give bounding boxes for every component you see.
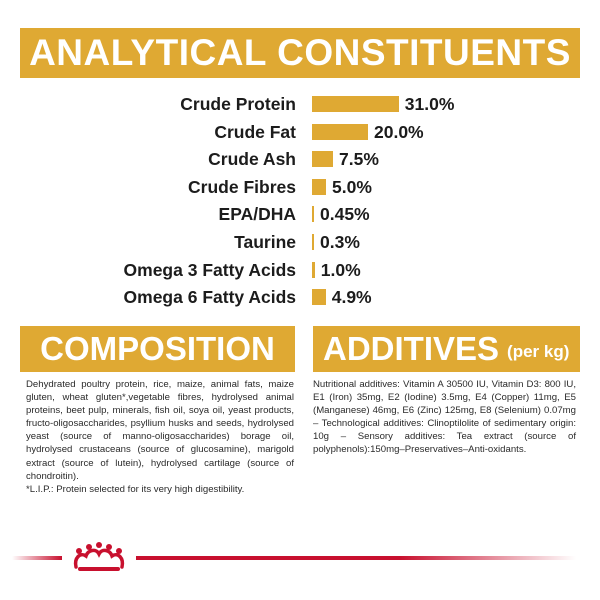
constituent-label: Crude Protein bbox=[180, 94, 296, 114]
additives-title: ADDITIVES bbox=[323, 330, 500, 367]
constituent-row bbox=[0, 119, 600, 145]
additives-heading bbox=[313, 326, 580, 372]
constituent-row bbox=[0, 146, 600, 172]
constituent-row bbox=[0, 174, 600, 200]
constituent-bar bbox=[312, 96, 399, 112]
constituent-row bbox=[0, 201, 600, 227]
constituent-label: Crude Fibres bbox=[188, 176, 296, 197]
constituent-value: 0.3% bbox=[320, 232, 360, 252]
analytical-constituents-heading bbox=[20, 28, 580, 78]
brand-line-right bbox=[136, 556, 576, 560]
constituent-value: 1.0% bbox=[320, 259, 361, 280]
constituent-bar bbox=[312, 151, 333, 167]
composition-heading bbox=[20, 326, 295, 372]
constituent-value: 31.0% bbox=[404, 94, 455, 114]
constituent-row bbox=[0, 229, 600, 255]
constituent-value: 7.5% bbox=[339, 149, 379, 170]
constituent-label: Omega 6 Fatty Acids bbox=[123, 287, 296, 308]
constituent-bar bbox=[312, 262, 315, 278]
composition-footnote: *L.I.P.: Protein selected for its very high digestibility. bbox=[26, 483, 245, 495]
constituent-bar bbox=[312, 124, 368, 140]
constituent-value: 0.45% bbox=[320, 204, 370, 225]
constituent-label: Crude Ash bbox=[208, 149, 296, 170]
constituent-label: Crude Fat bbox=[214, 121, 296, 142]
constituent-value: 5.0% bbox=[332, 176, 372, 197]
constituent-bar bbox=[312, 179, 326, 195]
constituent-value: 20.0% bbox=[374, 121, 424, 142]
constituent-label: EPA/DHA bbox=[218, 204, 296, 225]
composition-text bbox=[26, 378, 294, 496]
additives-text bbox=[313, 378, 576, 457]
constituent-bar bbox=[312, 289, 326, 305]
constituent-row bbox=[0, 284, 600, 310]
constituent-value: 4.9% bbox=[331, 287, 372, 308]
constituent-bar bbox=[312, 206, 314, 222]
composition-ingredients: Dehydrated poultry protein, rice, maize, animal fats, maize gluten, wheat gluten*,vegetable fibres, hydrolysed animal proteins, beet pulp, minerals, fish oil, soya oil, yeast products, fructo-oligosaccharides, psyllium husks and seeds, hydrolysed yeast (source of manno-oligosaccharides) borage oil, hydrolysed crustaceans (source of glucosamine), marigold extract (source of lutein), hydrolysed cartilage (source of chondroitin). bbox=[26, 379, 294, 482]
constituent-bar bbox=[312, 234, 314, 250]
brand-line-left bbox=[12, 556, 62, 560]
crown-icon bbox=[66, 540, 132, 574]
constituent-row bbox=[0, 91, 600, 117]
composition-title: COMPOSITION bbox=[40, 330, 275, 367]
constituent-row bbox=[0, 257, 600, 283]
constituent-label: Taurine bbox=[234, 232, 296, 252]
additives-per-kg-label: (per kg) bbox=[507, 342, 570, 361]
analytical-constituents-title: ANALYTICAL CONSTITUENTS bbox=[29, 32, 571, 73]
additives-description: Nutritional additives: Vitamin A 30500 IU, Vitamin D3: 800 IU, E1 (Iron) 35mg, E2 (Iodine) 3.5mg, E4 (Copper) 11mg, E5 (Manganese) 46mg, E6 (Zinc) 125mg, E8 (Selenium) 0.07mg – Technological additives: Clinoptilolite of sedimentary origin: 10g – Sensory additives: Tea extract (source of polyphenols):150mg–Preservatives–Anti-oxidants. bbox=[313, 379, 576, 456]
constituent-label: Omega 3 Fatty Acids bbox=[123, 259, 296, 280]
